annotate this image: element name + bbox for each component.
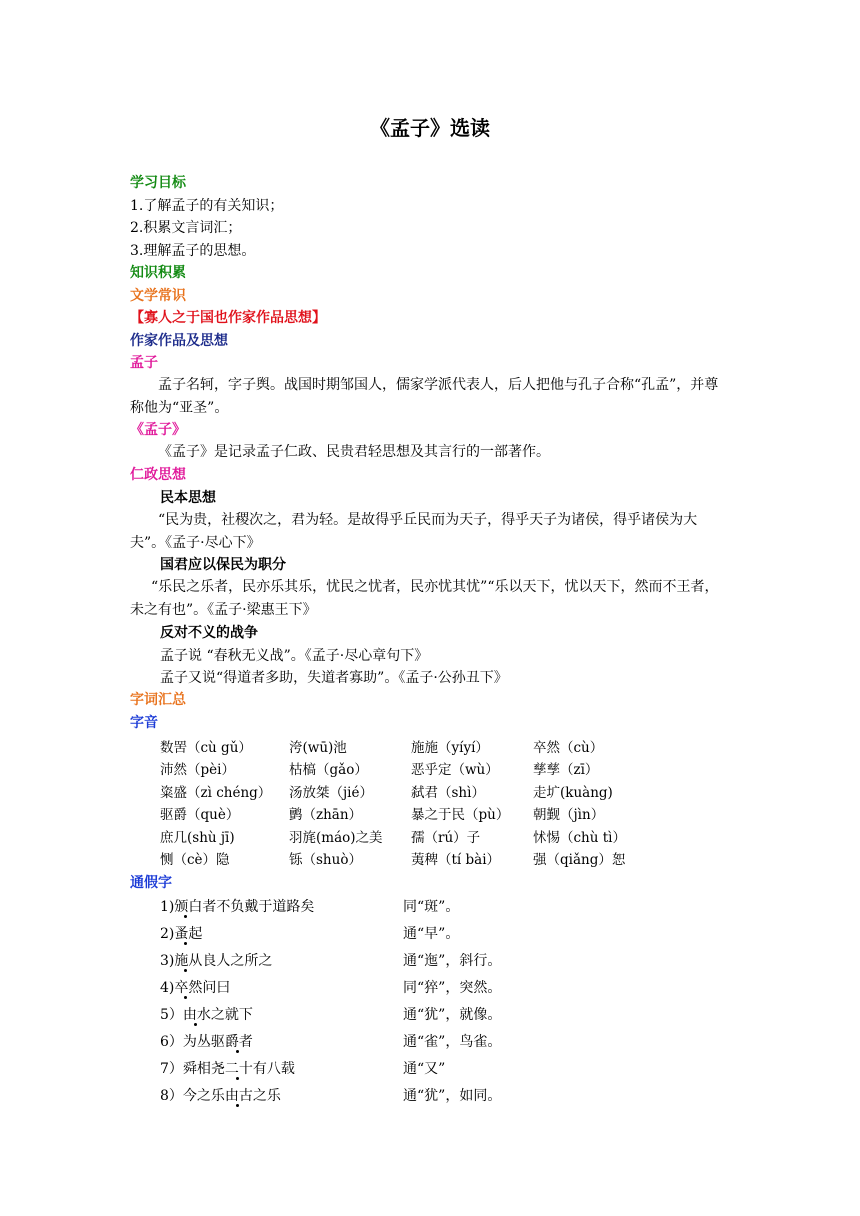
tongjia-row (160, 1058, 580, 1078)
minben-paragraph: “民为贵，社稷次之，君为轻。是故得乎丘民而为天子，得乎天子为诸侯，得乎诸侯为大夫”。《孟子·尽心下》 (130, 512, 698, 551)
pron-cell: 鹯（zhān） (289, 807, 363, 824)
pron-cell: 暴之于民（pù） (411, 807, 510, 824)
pron-cell: 粢盛（zì chéng） (160, 784, 272, 801)
tongjia-row (160, 1031, 580, 1051)
tongjia-phrase: 6）为丛驱爵者 (160, 1034, 253, 1050)
pron-cell: 孺（rú）子 (411, 829, 481, 846)
pron-cell: 恶乎定（wù） (411, 762, 499, 779)
fandui-line: 孟子又说“得道者多助，失道者寡助”。《孟子·公孙丑下》 (160, 670, 508, 686)
goal-item: 1.了解孟子的有关知识； (130, 198, 284, 214)
pronunciation-row (160, 848, 680, 870)
pron-cell: 施施（yíyí） (411, 740, 489, 756)
emphasis-dot (236, 1104, 239, 1107)
tongjia-phrase: 4)卒然问曰 (160, 980, 231, 996)
pronunciation-table (160, 736, 680, 870)
tongjia-phrase: 2)蚤起 (160, 926, 203, 942)
tongjia-phrase: 3)施从良人之所之 (160, 953, 273, 969)
tongjia-row (160, 896, 580, 916)
goals-heading: 学习目标 (130, 175, 186, 191)
fandui-line: 孟子说 “春秋无义战”。《孟子·尽心章句下》 (160, 648, 429, 664)
guojun-heading: 国君应以保民为职分 (160, 557, 286, 573)
pron-cell: 走圹(kuàng) (533, 784, 613, 801)
goal-item: 2.积累文言词汇； (130, 220, 242, 236)
tongjia-note: 通“迤”，斜行。 (403, 953, 502, 969)
tongjia-row (160, 977, 580, 997)
mencius-heading: 孟子 (130, 355, 158, 371)
pron-cell: 弑君（shì） (411, 784, 485, 801)
emphasis-dot (184, 942, 187, 945)
emphasis-dot (236, 1077, 239, 1080)
knowledge-heading: 知识积累 (130, 265, 186, 281)
pron-heading: 字音 (130, 715, 158, 731)
minben-heading: 民本思想 (160, 490, 216, 506)
emphasis-dot (184, 915, 187, 918)
pron-cell: 汤放桀（jié） (289, 784, 373, 801)
emphasis-dot (194, 1023, 197, 1026)
pronunciation-row (160, 803, 680, 825)
guojun-paragraph: “乐民之乐者，民亦乐其乐，忧民之忧者，民亦忧其忧”“乐以天下，忧以天下，然而不王者，未之有也”。《孟子·梁惠王下》 (130, 579, 719, 618)
tongjia-phrase: 1)颁白者不负戴于道路矣 (160, 899, 315, 915)
tongjia-row (160, 1085, 580, 1105)
author-heading: 作家作品及思想 (130, 333, 228, 349)
book-paragraph: 《孟子》是记录孟子仁政、民贵君轻思想及其言行的一部著作。 (158, 444, 550, 460)
book-heading: 《孟子》 (130, 422, 186, 438)
emphasis-dot (184, 969, 187, 972)
pronunciation-row (160, 781, 680, 803)
pron-cell: 沛然（pèi） (160, 762, 235, 779)
pron-cell: 羽旄(máo)之美 (289, 829, 383, 846)
pron-cell: 洿(wū)池 (289, 740, 347, 756)
tongjia-row (160, 923, 580, 943)
pron-cell: 孳孳（zī） (533, 762, 599, 779)
vocab-heading: 字词汇总 (130, 692, 186, 708)
tongjia-note: 同“猝”，突然。 (403, 980, 502, 996)
pron-cell: 数罟（cù gǔ） (160, 740, 252, 756)
pron-cell: 卒然（cù） (533, 740, 604, 756)
emphasis-dot (236, 1050, 239, 1053)
tongjia-row (160, 950, 580, 970)
tongjia-note: 通“又” (403, 1061, 446, 1077)
pron-cell: 朝觐（jìn） (533, 807, 605, 824)
pron-cell: 枯槁（gǎo） (289, 762, 368, 779)
tongjia-row (160, 1004, 580, 1024)
tongjia-phrase: 7）舜相尧二十有八载 (160, 1061, 295, 1077)
tongjia-phrase: 5）由水之就下 (160, 1007, 253, 1023)
tongjia-note: 通“早”。 (403, 926, 460, 942)
page-title: 《孟子》选读 (370, 116, 490, 140)
literature-heading: 文学常识 (130, 288, 186, 304)
emphasis-dot (184, 996, 187, 999)
pronunciation-row (160, 826, 680, 848)
tongjia-note: 通“犹”，如同。 (403, 1088, 502, 1104)
pron-cell: 怵惕（chù tì） (533, 829, 626, 846)
tongjia-heading: 通假字 (130, 875, 172, 891)
goal-item: 3.理解孟子的思想。 (130, 243, 256, 259)
tongjia-note: 同“斑”。 (403, 899, 460, 915)
renzheng-heading: 仁政思想 (130, 467, 186, 483)
pron-cell: 驱爵（què） (160, 807, 240, 824)
tongjia-note: 通“犹”，就像。 (403, 1007, 502, 1023)
tongjia-note: 通“雀”，鸟雀。 (403, 1034, 502, 1050)
pronunciation-row (160, 758, 680, 780)
pron-cell: 庶几(shù jī) (160, 829, 235, 846)
pron-cell: 恻（cè）隐 (160, 851, 230, 868)
tongjia-phrase: 8）今之乐由古之乐 (160, 1088, 281, 1104)
mencius-paragraph: 孟子名轲，字子舆。战国时期邹国人，儒家学派代表人，后人把他与孔子合称“孔孟”，并尊称他为“亚圣”。 (130, 377, 719, 416)
bracket-heading: 【寡人之于国也作家作品思想】 (130, 310, 326, 326)
pron-cell: 铄（shuò） (289, 851, 362, 868)
pron-cell: 荑稗（tí bài） (411, 851, 501, 868)
pronunciation-row (160, 736, 680, 758)
fandui-heading: 反对不义的战争 (160, 625, 258, 641)
pron-cell: 强（qiǎng）恕 (533, 851, 626, 868)
